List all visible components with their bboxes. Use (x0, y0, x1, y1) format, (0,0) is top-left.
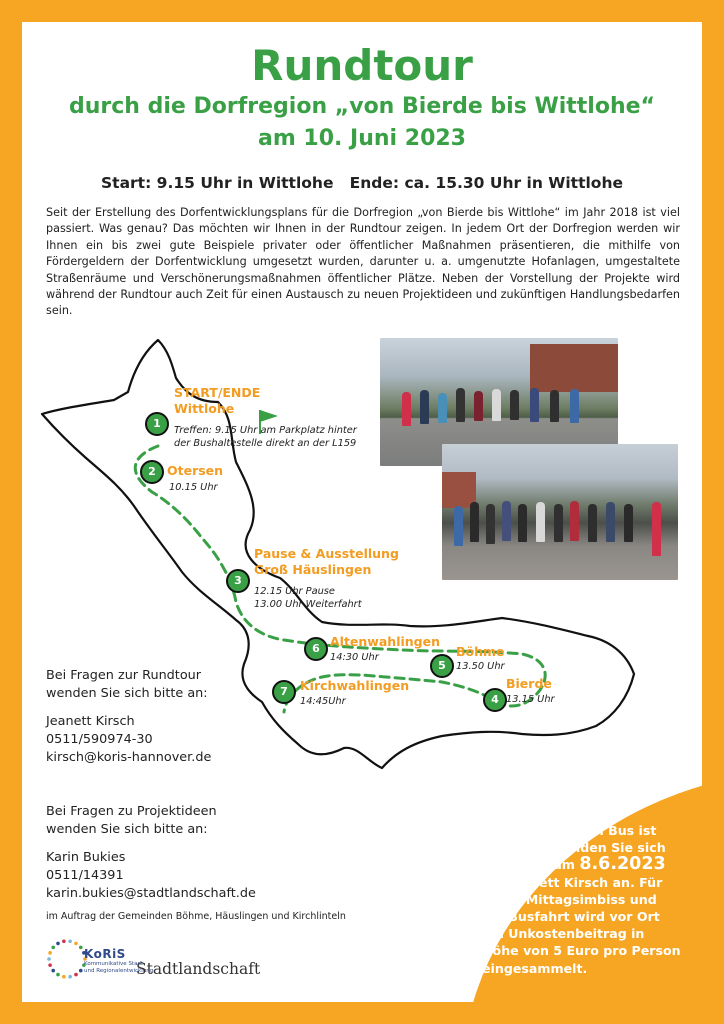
page-title: Rundtour (251, 41, 473, 90)
intro-paragraph: Seit der Erstellung des Dorfentwicklungsplans für die Dorfregion „von Bierde bis Wittlohe“ im Jahr 2018 ist viel passiert. Was genau? Das möchten wir Ihnen in der Rundtour zeigen. In jedem Ort der Dorfregion werden wir Ihnen ein bis zwei gute Beispiele privater oder öffentlicher Maßnahmen präsentieren, die mithilfe von Fördergeldern der Dorfentwicklung umgesetzt wurden, darunter u. a. umgenutzte Hofanlagen, umgestaltete Straßenräume und Verschönerungsmaßnahmen öffentlicher Plätze. Neben der Vorstellung der Projekte wird während der Rundtour auch Zeit für einen Austausch zu neuen Projektideen und zukünftigen Handlungsbedarfen sein. (46, 206, 680, 318)
page-subtitle: durch die Dorfregion „von Bierde bis Wittlohe“ (68, 94, 655, 119)
stop-1-note: Treffen: 9.15 Uhr am Parkplatz hinter der Bushaltestelle direkt an der L159 (174, 425, 357, 449)
stop-7-label: Kirchwahlingen (300, 678, 410, 693)
stadtlandschaft-logo: Stadtlandschaft (136, 960, 261, 978)
stop-7-note: 14:45Uhr (300, 696, 346, 707)
registration-deadline: 8.6.2023 (579, 854, 666, 875)
contact-tour: Bei Fragen zur Rundtour wenden Sie sich bitte an: Jeanett Kirsch 0511/590974-30 kirsch@koris-hannover.de (46, 668, 212, 765)
contact-tour-email[interactable]: kirsch@koris-hannover.de (46, 750, 212, 765)
contact-tour-phone: 0511/590974-30 (46, 732, 153, 747)
route-stop-marker-4: 4 (483, 688, 507, 712)
start-time: Start: 9.15 Uhr in Wittlohe (101, 174, 334, 192)
route-stop-marker-7: 7 (272, 680, 296, 704)
registration-callout: Die Teilnahme im Bus ist begrenzt. Melden Sie sich bitte bis zum 8.6.2023 bei Jeanett Kirsch an. Für einen Mittagsimbiss und die Busfahrt wird vor Ort ein Unkostenbeitrag in Höhe von 5 Euro pro Person eingesammelt. (482, 823, 681, 976)
event-date: am 10. Juni 2023 (257, 126, 466, 151)
stop-2-note: 10.15 Uhr (169, 482, 218, 493)
contact-ideas-email[interactable]: karin.bukies@stadtlandschaft.de (46, 886, 256, 901)
stop-2-label: Otersen (167, 463, 224, 478)
end-time: Ende: ca. 15.30 Uhr in Wittlohe (349, 174, 623, 192)
route-stop-marker-2: 2 (140, 460, 164, 484)
stop-6-note: 14:30 Uhr (330, 652, 379, 663)
contact-ideas: Bei Fragen zu Projektideen wenden Sie sich bitte an: Karin Bukies 0511/14391 karin.bukies@stadtlandschaft.de (46, 804, 256, 901)
route-stop-marker-6: 6 (304, 637, 328, 661)
contact-ideas-name: Karin Bukies (46, 850, 126, 865)
stop-1-label: START/ENDE Wittlohe (174, 385, 261, 416)
stop-4-label: Bierde (506, 676, 552, 691)
times-line (22, 172, 702, 194)
stop-3-note: 12.15 Uhr Pause 13.00 Uhr Weiterfahrt (254, 586, 362, 610)
commission-note: im Auftrag der Gemeinden Böhme, Häuslingen und Kirchlinteln (46, 911, 346, 922)
flyer-sheet (22, 22, 702, 1002)
contact-ideas-phone: 0511/14391 (46, 868, 124, 883)
stop-4-note: 13.15 Uhr (506, 694, 555, 705)
route-stop-marker-3: 3 (226, 569, 250, 593)
stop-6-label: Altenwahlingen (330, 634, 440, 649)
stop-5-label: Böhme (456, 644, 505, 659)
contact-tour-name: Jeanett Kirsch (46, 714, 135, 729)
koris-logo: KoRiS Kommunikative Stadt- und Regionalentwicklung (84, 947, 154, 974)
stop-5-note: 13.50 Uhr (456, 661, 505, 672)
route-stop-marker-5: 5 (430, 654, 454, 678)
route-stop-marker-1: 1 (145, 412, 169, 436)
stop-3-label: Pause & Ausstellung Groß Häuslingen (254, 546, 399, 577)
